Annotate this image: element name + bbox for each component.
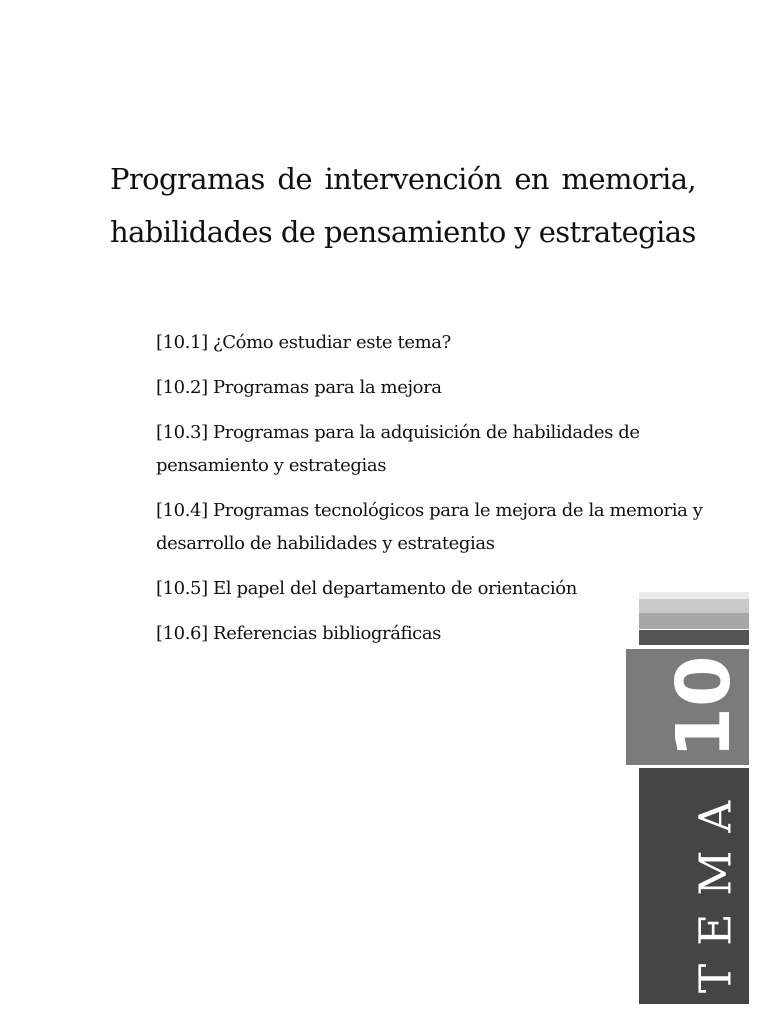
tema-label: TEMA bbox=[690, 782, 742, 994]
decorative-stripe-1 bbox=[639, 592, 749, 599]
toc-item-10-6: [10.6] Referencias bibliográficas bbox=[156, 623, 442, 644]
decorative-stripe-4 bbox=[639, 630, 749, 645]
chapter-number: 10 bbox=[660, 655, 747, 759]
chapter-number-box bbox=[626, 649, 749, 765]
decorative-stripe-2 bbox=[639, 599, 749, 613]
tema-label-box bbox=[639, 768, 749, 1004]
toc-item-10-4: [10.4] Programas tecnológicos para le mejora de la memoria y desarrollo de habilidades y estrategias bbox=[156, 500, 703, 554]
toc-item-10-5: [10.5] El papel del departamento de orientación bbox=[156, 578, 577, 599]
decorative-stripe-3 bbox=[639, 613, 749, 629]
table-of-contents bbox=[156, 326, 722, 662]
toc-item-10-2: [10.2] Programas para la mejora bbox=[156, 377, 442, 398]
toc-item-10-3: [10.3] Programas para la adquisición de habilidades de pensamiento y estrategias bbox=[156, 422, 640, 476]
chapter-title: Programas de intervención en memoria, habilidades de pensamiento y estrategias bbox=[110, 162, 696, 249]
toc-item-10-1: [10.1] ¿Cómo estudiar este tema? bbox=[156, 332, 451, 353]
